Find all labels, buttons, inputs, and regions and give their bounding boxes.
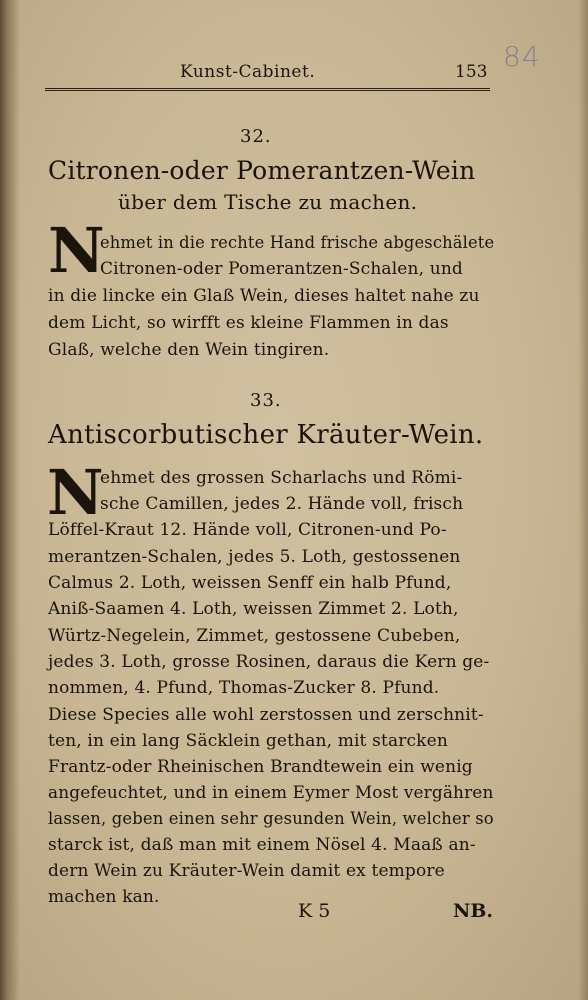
text-line-33-9: nommen, 4. Pfund, Thomas-Zucker 8. Pfund.: [48, 678, 440, 698]
text-line-32-2: Citronen-oder Pomerantzen-Schalen, und: [100, 259, 463, 279]
text-line-32-3: in die lincke ein Glaß Wein, dieses haltet nahe zu: [48, 286, 480, 306]
text-line-33-10: Diese Species alle wohl zerstossen und zerschnit-: [48, 705, 484, 725]
signature-mark: K 5: [298, 900, 331, 922]
text-line-33-1: ehmet des grossen Scharlachs und Römi-: [100, 468, 463, 488]
running-title: Kunst-Cabinet.: [180, 62, 316, 82]
page-number: 153: [455, 62, 488, 82]
drop-cap-33: N: [47, 456, 104, 529]
text-line-33-4: merantzen-Schalen, jedes 5. Loth, gestossenen: [48, 547, 461, 567]
section-heading-32: Citronen-oder Pomerantzen-Wein: [48, 156, 476, 185]
text-line-32-4: dem Licht, so wirfft es kleine Flammen in das: [48, 313, 449, 333]
section-number-33: 33.: [250, 390, 282, 411]
text-line-33-5: Calmus 2. Loth, weissen Senff ein halb Pfund,: [48, 573, 452, 593]
text-line-33-15: starck ist, daß man mit einem Nösel 4. Maaß an-: [48, 835, 476, 855]
text-line-33-13: angefeuchtet, und in einem Eymer Most vergähren: [48, 783, 494, 803]
text-line-32-5: Glaß, welche den Wein tingiren.: [48, 340, 330, 360]
section-number-32: 32.: [240, 126, 272, 147]
drop-cap-32: N: [48, 214, 105, 287]
text-line-33-3: Löffel-Kraut 12. Hände voll, Citronen-und Po-: [48, 520, 447, 540]
text-line-33-16: dern Wein zu Kräuter-Wein damit ex tempore: [48, 861, 445, 881]
header-rule: [45, 88, 490, 91]
text-line-33-6: Aniß-Saamen 4. Loth, weissen Zimmet 2. Loth,: [48, 599, 459, 619]
catchword: NB.: [453, 900, 494, 922]
text-line-33-2: sche Camillen, jedes 2. Hände voll, frisch: [100, 494, 464, 514]
text-line-33-8: jedes 3. Loth, grosse Rosinen, daraus die Kern ge-: [48, 652, 490, 672]
text-line-33-7: Würtz-Negelein, Zimmet, gestossene Cubeben,: [48, 626, 461, 646]
section-subheading-32: über dem Tische zu machen.: [118, 190, 418, 214]
text-line-32-1: ehmet in die rechte Hand frische abgeschälete: [100, 233, 495, 253]
text-line-33-11: ten, in ein lang Säcklein gethan, mit starcken: [48, 731, 448, 751]
text-line-33-12: Frantz-oder Rheinischen Brandtewein ein wenig: [48, 757, 473, 777]
section-heading-33: Antiscorbutischer Kräuter-Wein.: [48, 420, 484, 450]
text-line-33-17: machen kan.: [48, 887, 160, 907]
handwritten-folio-number: 84: [503, 40, 541, 73]
running-head: [45, 60, 495, 90]
text-line-33-14: lassen, geben einen sehr gesunden Wein, welcher so: [48, 809, 494, 829]
